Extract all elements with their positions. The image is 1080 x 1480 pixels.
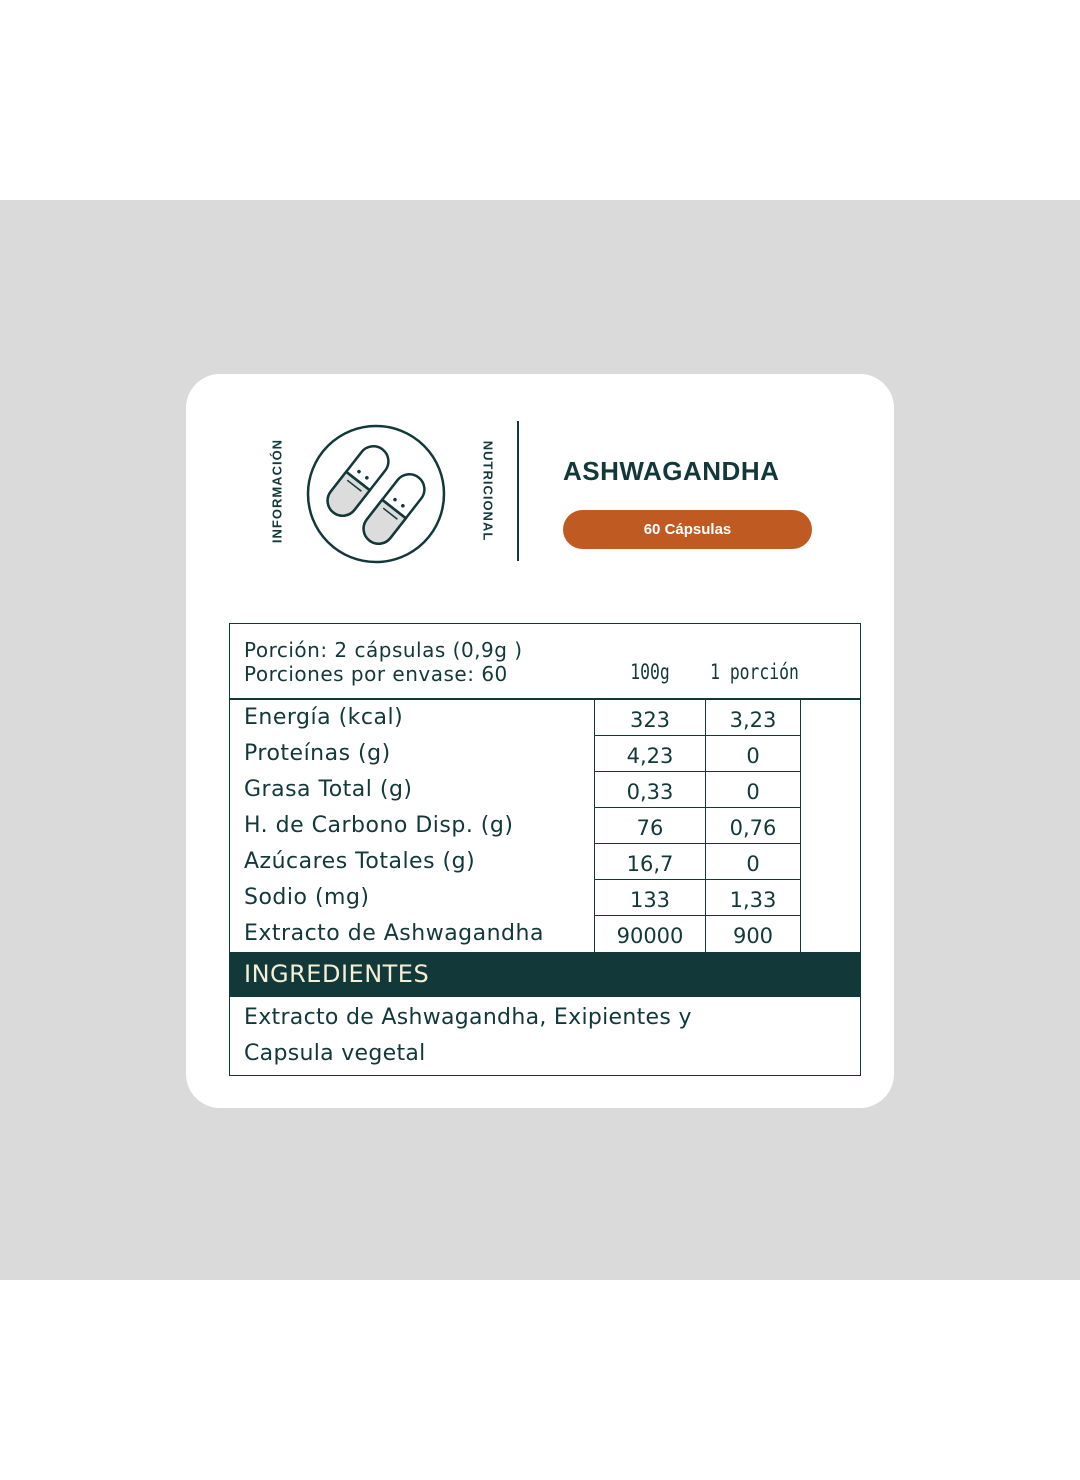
row-label: Azúcares Totales (g) [244, 849, 476, 874]
cell-border [800, 736, 801, 772]
value-portion: 0 [705, 736, 800, 772]
cell-border [800, 880, 801, 916]
table-row [230, 736, 860, 772]
value-100g: 76 [594, 808, 705, 844]
cell-border [800, 808, 801, 844]
row-label: Extracto de Ashwagandha [244, 921, 544, 946]
capsules-icon [306, 421, 446, 567]
informacion-label: INFORMACIÓN [269, 438, 285, 544]
value-portion: 0,76 [705, 808, 800, 844]
table-row [230, 916, 860, 952]
cell-border [800, 844, 801, 880]
row-label: Sodio (mg) [244, 885, 370, 910]
row-label: Proteínas (g) [244, 741, 391, 766]
column-header-portion: 1 porción [710, 660, 799, 684]
cell-border [800, 916, 801, 952]
cell-border [800, 772, 801, 808]
table-row [230, 700, 860, 736]
nutricional-label: NUTRICIONAL [480, 440, 496, 542]
ingredients-header [230, 952, 860, 997]
row-label: Energía (kcal) [244, 705, 404, 730]
table-row [230, 808, 860, 844]
serving-size: Porción: 2 cápsulas (0,9g ) [244, 638, 523, 662]
value-portion: 3,23 [705, 700, 800, 736]
value-portion: 1,33 [705, 880, 800, 916]
value-100g: 90000 [594, 916, 705, 952]
value-100g: 16,7 [594, 844, 705, 880]
value-100g: 4,23 [594, 736, 705, 772]
row-label: Grasa Total (g) [244, 777, 413, 802]
servings-per-container: Porciones por envase: 60 [244, 662, 508, 686]
value-portion: 0 [705, 844, 800, 880]
ingredients-title: INGREDIENTES [244, 960, 430, 988]
value-100g: 323 [594, 700, 705, 736]
row-label: H. de Carbono Disp. (g) [244, 813, 514, 838]
cell-border [800, 700, 801, 736]
value-portion: 0 [705, 772, 800, 808]
capsule-count-badge: 60 Cápsulas [563, 510, 812, 549]
column-header-100g: 100g [630, 660, 670, 684]
nutrition-table [229, 623, 861, 1076]
table-row [230, 844, 860, 880]
value-portion: 900 [705, 916, 800, 952]
table-row [230, 880, 860, 916]
product-title: ASHWAGANDHA [563, 456, 780, 486]
serving-info [244, 638, 523, 686]
value-100g: 0,33 [594, 772, 705, 808]
table-row [230, 772, 860, 808]
ingredients-text: Extracto de Ashwagandha, Exipientes y Capsula vegetal [244, 1005, 692, 1066]
value-100g: 133 [594, 880, 705, 916]
header-divider [517, 421, 519, 561]
